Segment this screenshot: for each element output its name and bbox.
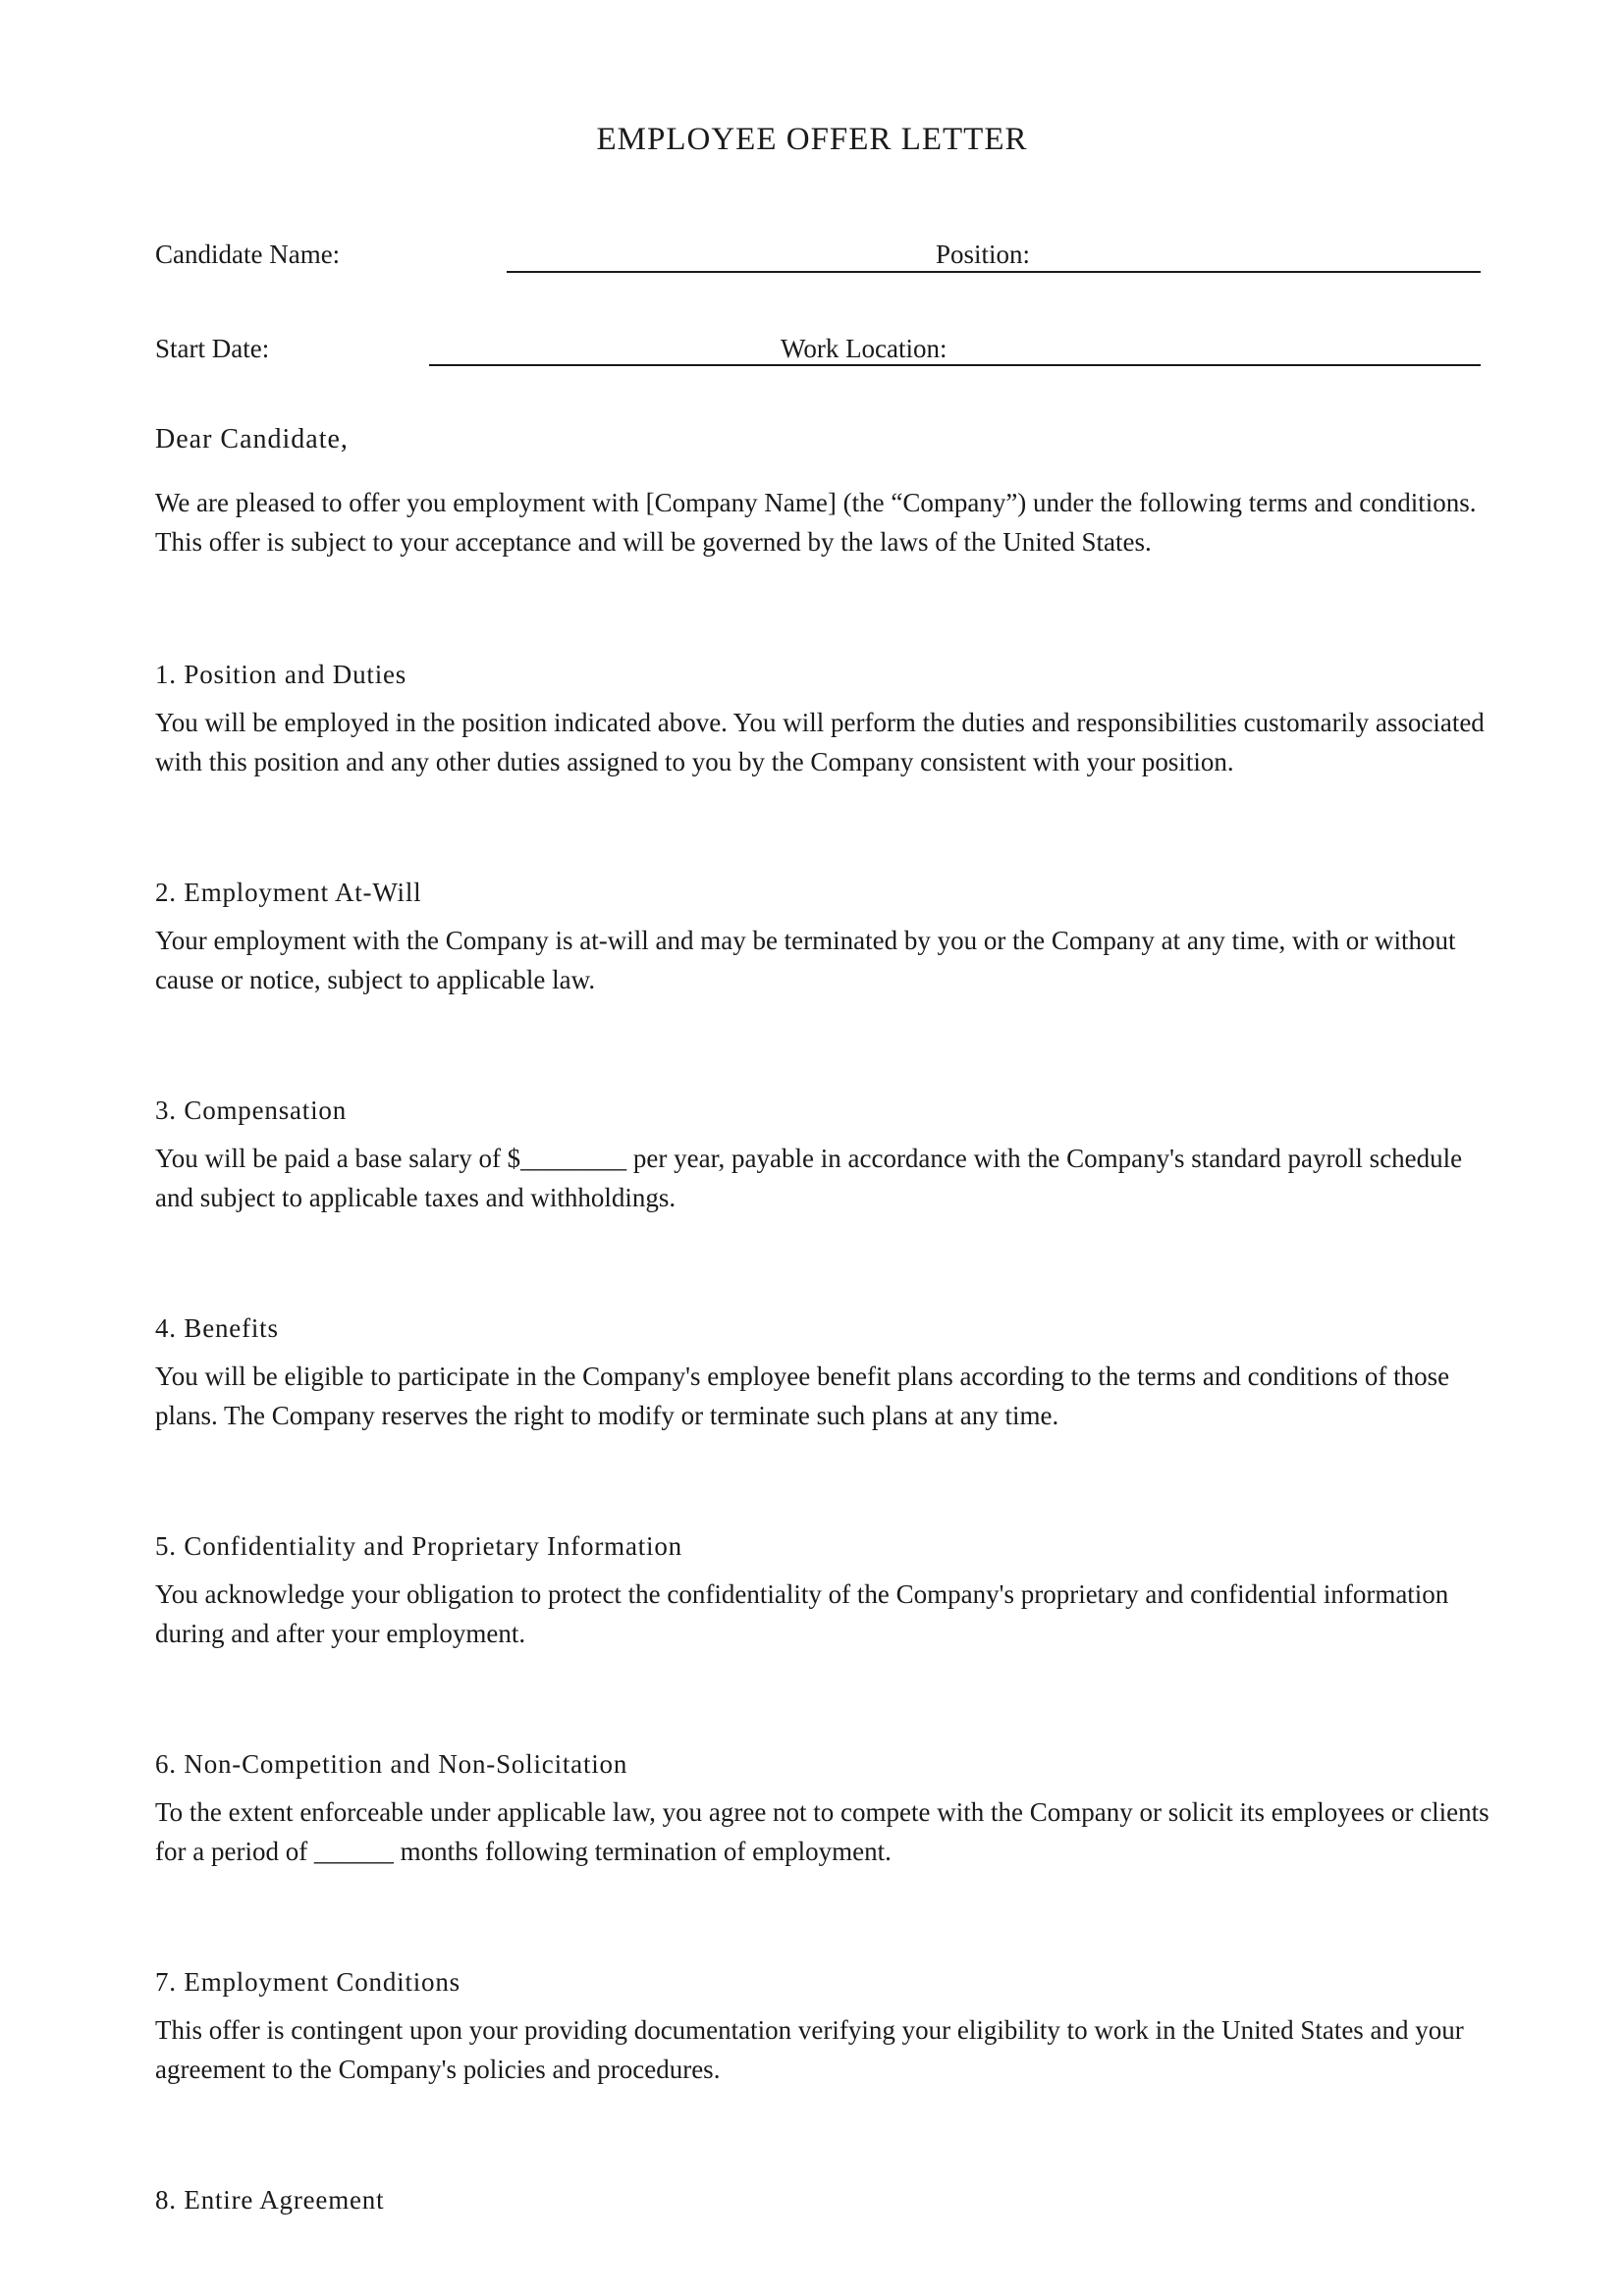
- section-heading: 3. Compensation: [155, 1095, 347, 1125]
- section-body: Your employment with the Company is at-will and may be terminated by you or the Company at any time, with or without cause or notice, subject to applicable law.: [155, 926, 1456, 994]
- section-heading: 8. Entire Agreement: [155, 2185, 385, 2215]
- start-date-label: Start Date:: [155, 334, 270, 363]
- section-compensation: [155, 1094, 1490, 1217]
- section-heading: 2. Employment At-Will: [155, 878, 422, 907]
- section-body: To the extent enforceable under applicable law, you agree not to compete with the Company or solicit its employees or clients for a period of ______ months following termination of employment.: [155, 1797, 1489, 1866]
- section-entire-agreement: [155, 2183, 1490, 2228]
- greeting: Dear Candidate,: [155, 424, 349, 454]
- position-label: Position:: [936, 240, 1031, 269]
- section-heading: 6. Non-Competition and Non-Solicitation: [155, 1749, 628, 1779]
- work-location-label: Work Location:: [781, 334, 947, 363]
- section-body: You will be eligible to participate in the Company's employee benefit plans according to the terms and conditions of those plans. The Company reserves the right to modify or terminate such plans at any time.: [155, 1362, 1450, 1430]
- section-body: You will be employed in the position indicated above. You will perform the duties and responsibilities customarily associated with this position and any other duties assigned to you by the Company consistent with your position.: [155, 708, 1485, 776]
- section-heading: 5. Confidentiality and Proprietary Information: [155, 1531, 682, 1561]
- section-heading: 7. Employment Conditions: [155, 1967, 460, 1997]
- section-position-duties: [155, 658, 1490, 781]
- section-body: You will be paid a base salary of $________ per year, payable in accordance with the Company's standard payroll schedule and subject to applicable taxes and withholdings.: [155, 1144, 1463, 1212]
- section-employment-conditions: [155, 1965, 1490, 2089]
- document-title: EMPLOYEE OFFER LETTER: [596, 122, 1028, 157]
- section-heading: 1. Position and Duties: [155, 660, 407, 689]
- section-body: This offer is contingent upon your providing documentation verifying your eligibility to work in the United States and your agreement to the Company's policies and procedures.: [155, 2015, 1464, 2084]
- start-date-field-line[interactable]: [429, 364, 1481, 366]
- section-non-competition: [155, 1747, 1490, 1871]
- intro-paragraph: We are pleased to offer you employment with [Company Name] (the “Company”) under the following terms and conditions. This offer is subject to your acceptance and will be governed by the laws of the United States.: [155, 488, 1477, 557]
- section-employment-at-will: [155, 876, 1490, 999]
- section-confidentiality: [155, 1529, 1490, 1653]
- candidate-name-label: Candidate Name:: [155, 240, 341, 269]
- candidate-name-field-line[interactable]: [507, 271, 1481, 273]
- section-body: You acknowledge your obligation to protect the confidentiality of the Company's proprietary and confidential information during and after your employment.: [155, 1579, 1449, 1648]
- section-benefits: [155, 1311, 1490, 1435]
- section-heading: 4. Benefits: [155, 1313, 279, 1343]
